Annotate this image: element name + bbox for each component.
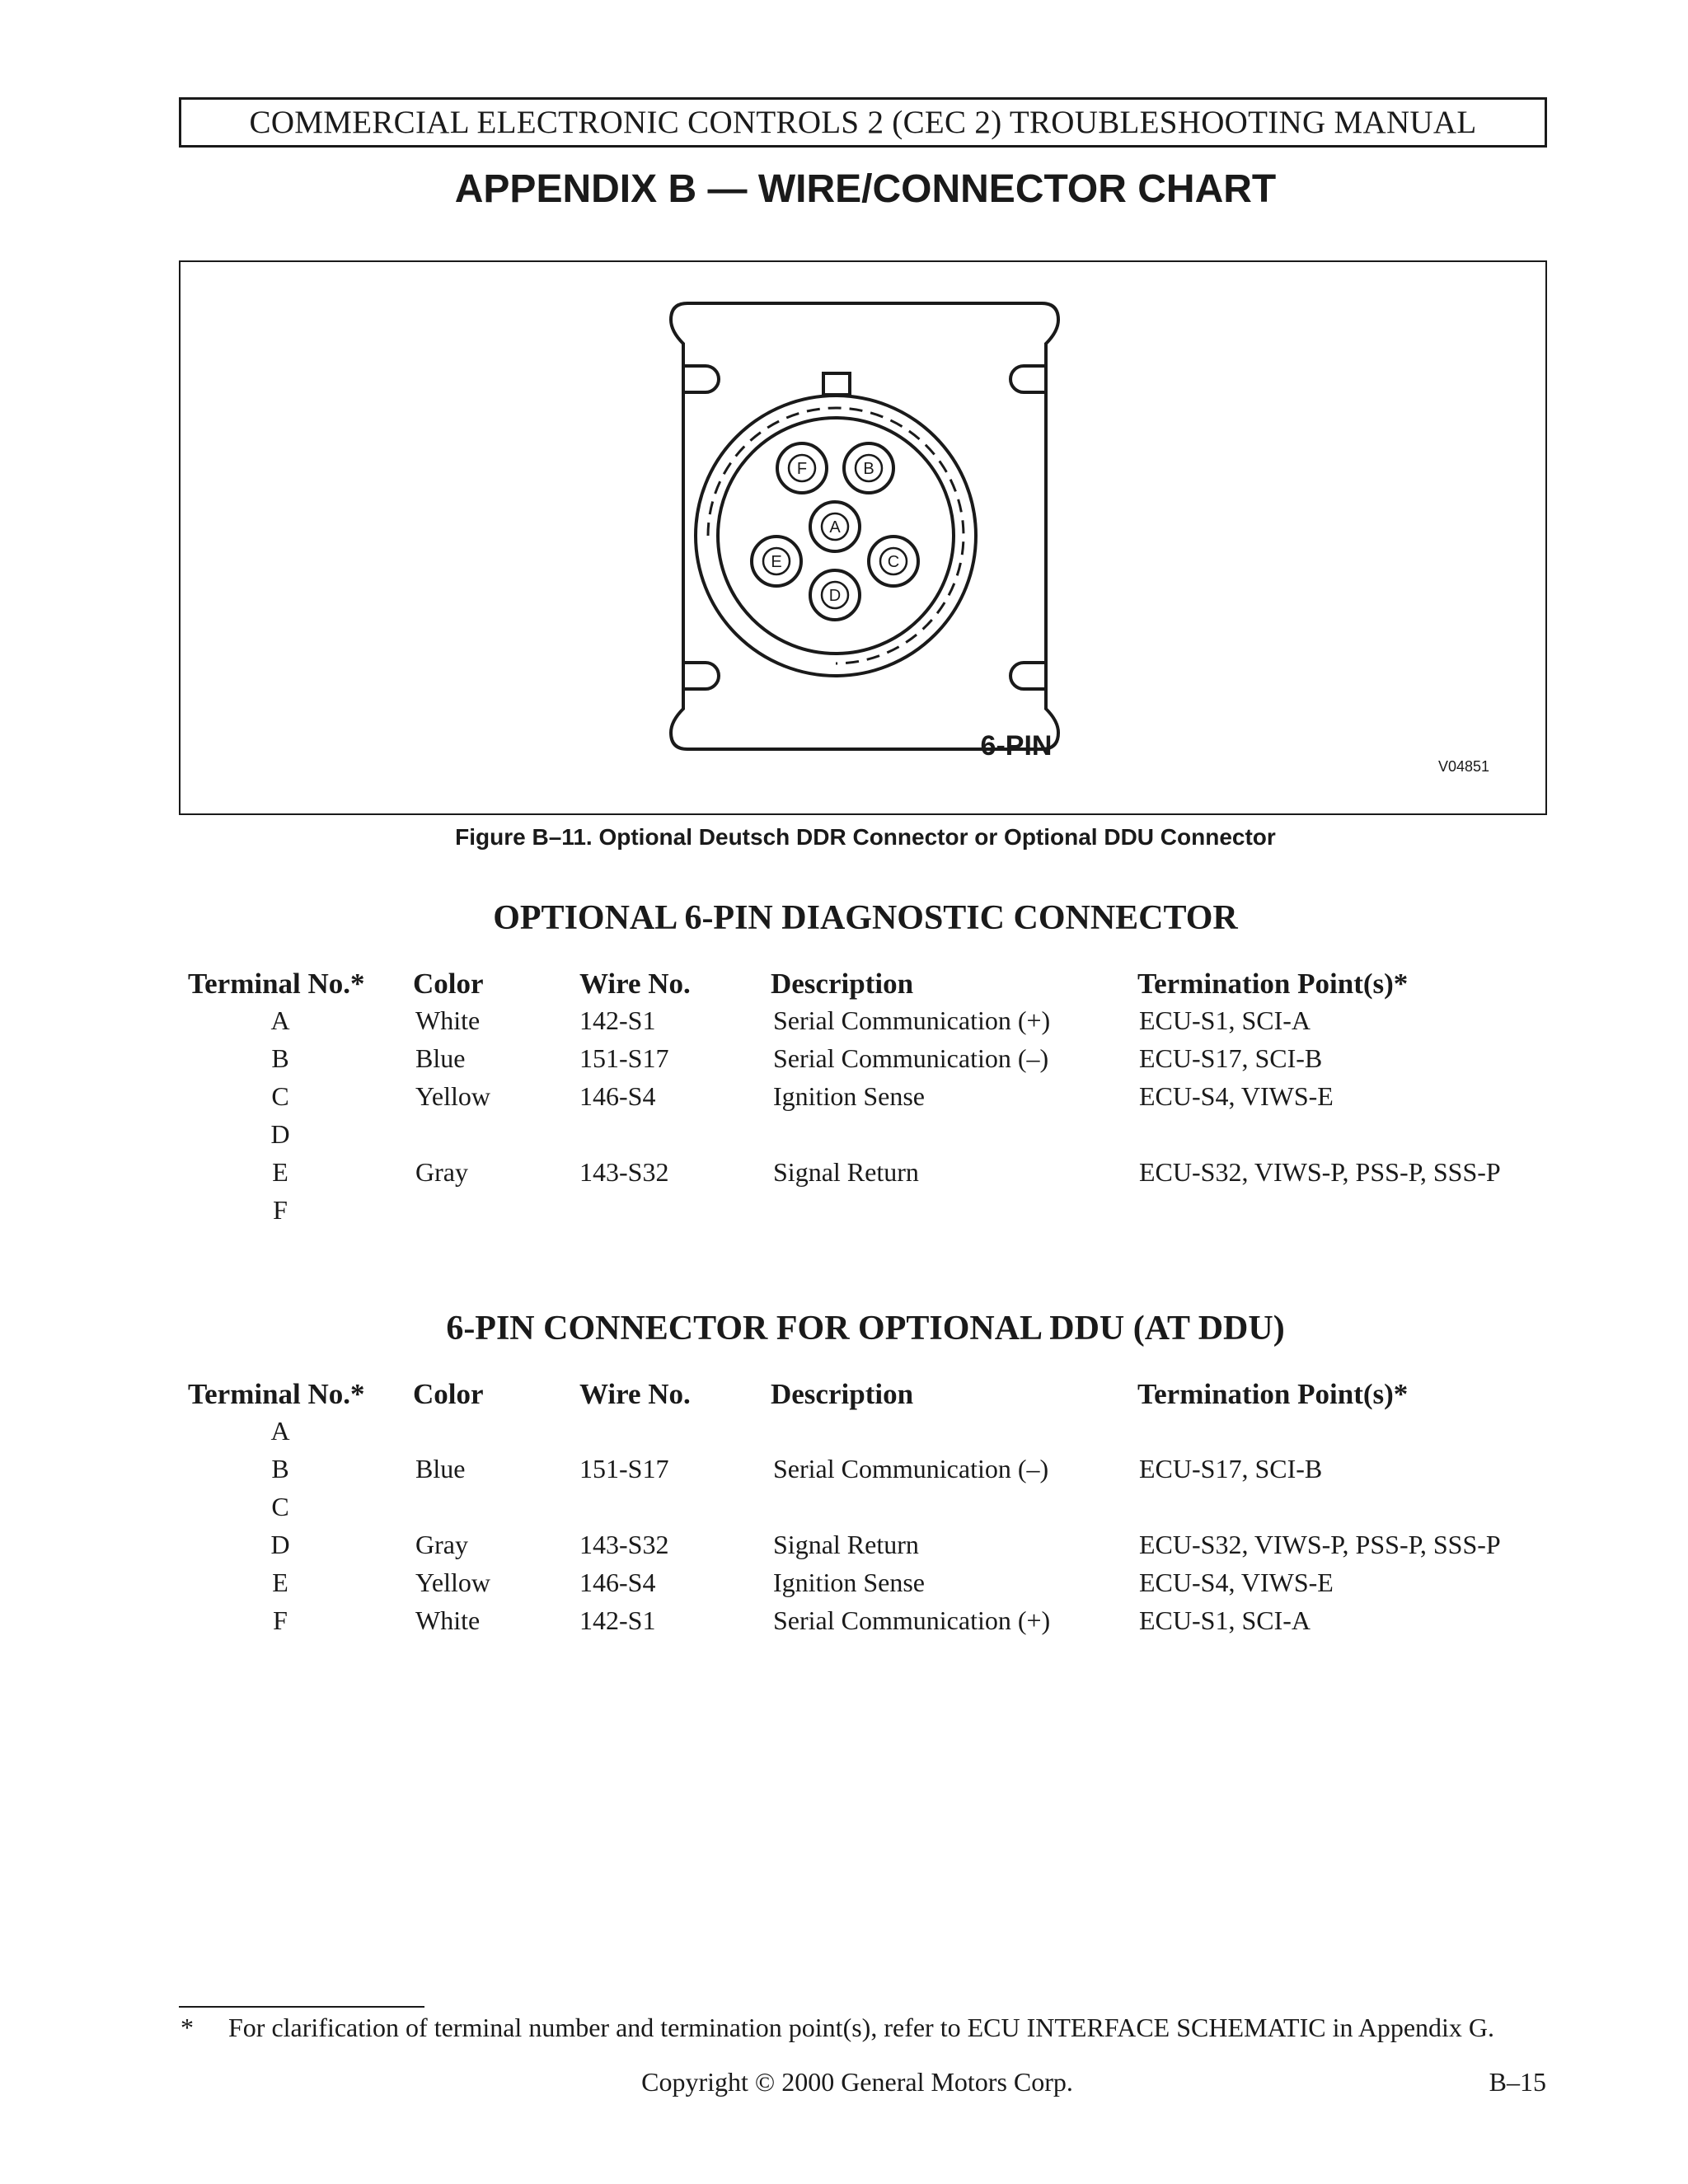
pin-f-label: F [796,460,808,478]
cell-termination: ECU-S4, VIWS-E [1139,1081,1334,1111]
cell-description: Signal Return [773,1530,919,1559]
cell-termination: ECU-S1, SCI-A [1139,1605,1311,1635]
table-row [0,1454,1688,1492]
cell-description: Signal Return [773,1157,919,1187]
cell-color: White [415,1605,481,1635]
cell-terminal: E [272,1157,288,1187]
cell-terminal: A [270,1005,290,1035]
cell-termination: ECU-S32, VIWS-P, PSS-P, SSS-P [1139,1157,1501,1187]
cell-wire: 143-S32 [579,1157,669,1187]
col-wire: Wire No. [579,968,691,1000]
cell-terminal: F [273,1605,288,1635]
pin-f [777,443,827,493]
table-row [0,1157,1688,1195]
col-termination: Termination Point(s)* [1137,1378,1409,1410]
col-description: Description [771,1378,914,1410]
pin-b-label: B [863,460,874,478]
cell-color: Blue [415,1454,466,1483]
pin-c [869,537,918,586]
table-row [0,1195,1688,1233]
cell-description: Ignition Sense [773,1081,925,1111]
cell-color: Yellow [415,1568,490,1597]
cell-description: Serial Communication (–) [773,1454,1049,1483]
appendix-title: APPENDIX B — WIRE/CONNECTOR CHART [454,167,1277,211]
cell-termination: ECU-S1, SCI-A [1139,1005,1311,1035]
table-row [0,1005,1688,1043]
col-description: Description [771,968,914,1000]
table-row [0,1568,1688,1605]
cell-termination: ECU-S17, SCI-B [1139,1043,1323,1073]
table2-header [0,1378,1688,1416]
cell-terminal: F [273,1195,288,1225]
cell-terminal: D [270,1119,290,1149]
cell-wire: 151-S17 [579,1043,669,1073]
cell-description: Serial Communication (+) [773,1605,1051,1635]
table2-title: 6-PIN CONNECTOR FOR OPTIONAL DDU (AT DDU) [446,1310,1285,1347]
pin-d [810,570,860,620]
pin-b [844,443,893,493]
table-row [0,1416,1688,1454]
pin-e [752,537,801,586]
cell-wire: 142-S1 [579,1005,656,1035]
mount-slot-bottom-right [1010,663,1046,689]
cell-wire: 146-S4 [579,1081,656,1111]
manual-header [179,97,1547,148]
cell-wire: 146-S4 [579,1568,656,1597]
col-color: Color [413,1378,484,1410]
figure-code: V04851 [1437,758,1489,775]
cell-color: Blue [415,1043,466,1073]
cell-terminal: D [270,1530,290,1559]
cell-color: Yellow [415,1081,490,1111]
cell-color: Gray [415,1157,468,1187]
table1-title: OPTIONAL 6-PIN DIAGNOSTIC CONNECTOR [493,899,1238,937]
col-terminal: Terminal No.* [188,968,365,1000]
connector-key-tab [823,373,850,395]
cell-wire: 151-S17 [579,1454,669,1483]
cell-terminal: C [271,1081,289,1111]
col-terminal: Terminal No.* [188,1378,365,1410]
table1 [0,968,1688,1233]
footnote-rule [179,2006,424,2008]
table-row [0,1492,1688,1530]
table-row [0,1530,1688,1568]
manual-title: COMMERCIAL ELECTRONIC CONTROLS 2 (CEC 2) TROUBLESHOOTING MANUAL [249,105,1477,140]
cell-terminal: C [271,1492,289,1521]
cell-terminal: B [271,1043,289,1073]
col-color: Color [413,968,484,1000]
table1-header [0,968,1688,1005]
figure-caption: Figure B–11. Optional Deutsch DDR Connector or Optional DDU Connector [455,824,1276,850]
page-number: B–15 [1489,2067,1546,2097]
cell-terminal: E [272,1568,288,1597]
footnote-text: For clarification of terminal number and termination point(s), refer to ECU INTERFACE SCHEMATIC in Appendix G. [228,2013,1495,2042]
connector-housing-outline [671,303,1058,749]
cell-termination: ECU-S32, VIWS-P, PSS-P, SSS-P [1139,1530,1501,1559]
connector-drawing [181,262,1545,813]
table-row [0,1605,1688,1643]
pin-count-label: 6-PIN [980,730,1053,762]
cell-description: Serial Communication (+) [773,1005,1051,1035]
table-row [0,1081,1688,1119]
table2 [0,1378,1688,1643]
mount-slot-top-right [1010,366,1046,392]
cell-wire: 143-S32 [579,1530,669,1559]
cell-termination: ECU-S4, VIWS-E [1139,1568,1334,1597]
table-row [0,1119,1688,1157]
cell-description: Serial Communication (–) [773,1043,1049,1073]
pin-a-label: A [829,518,841,537]
mount-slot-top-left [683,366,719,392]
mount-slot-bottom-left [683,663,719,689]
cell-description: Ignition Sense [773,1568,925,1597]
cell-wire: 142-S1 [579,1605,656,1635]
col-wire: Wire No. [579,1378,691,1410]
pin-array [752,443,918,620]
cell-color: Gray [415,1530,468,1559]
pin-d-label: D [828,587,842,605]
cell-terminal: A [270,1416,290,1446]
cell-color: White [415,1005,481,1035]
copyright: Copyright © 2000 General Motors Corp. [641,2067,1073,2097]
pin-c-label: C [887,553,900,571]
connector-figure [179,260,1547,815]
table-row [0,1043,1688,1081]
pin-e-label: E [771,553,782,571]
cell-terminal: B [271,1454,289,1483]
footnote-marker: * [181,2013,194,2042]
cell-termination: ECU-S17, SCI-B [1139,1454,1323,1483]
col-termination: Termination Point(s)* [1137,968,1409,1000]
pin-a [810,502,860,551]
